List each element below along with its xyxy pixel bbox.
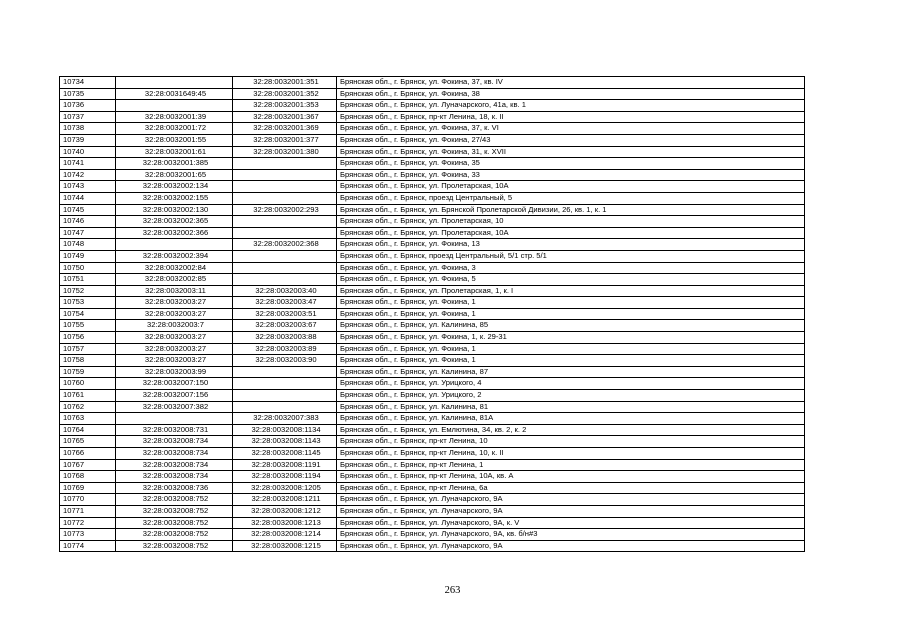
row-number-cell: 10746 [60,216,116,228]
cadastral-number-cell: 32:28:0032003:99 [116,366,233,378]
address-cell: Брянская обл., г. Брянск, проезд Центральный, 5 [337,192,805,204]
table-row [60,297,805,309]
cadastral-number-cell: 32:28:0032002:134 [116,181,233,193]
cadastral-number-cell [116,413,233,425]
object-cadastral-number-cell [233,378,337,390]
table-row [60,320,805,332]
address-cell: Брянская обл., г. Брянск, ул. Урицкого, 4 [337,378,805,390]
cadastral-number-cell: 32:28:0032001:55 [116,134,233,146]
address-cell: Брянская обл., г. Брянск, проезд Центральный, 5/1 стр. 5/1 [337,250,805,262]
object-cadastral-number-cell: 32:28:0032003:88 [233,332,337,344]
object-cadastral-number-cell [233,401,337,413]
object-cadastral-number-cell: 32:28:0032008:1211 [233,494,337,506]
row-number-cell: 10734 [60,77,116,89]
object-cadastral-number-cell: 32:28:0032003:40 [233,285,337,297]
cadastral-number-cell: 32:28:0032002:130 [116,204,233,216]
cadastral-number-cell: 32:28:0032001:385 [116,158,233,170]
table-row [60,529,805,541]
object-cadastral-number-cell [233,216,337,228]
row-number-cell: 10761 [60,390,116,402]
address-cell: Брянская обл., г. Брянск, пр-кт Ленина, 1 [337,459,805,471]
row-number-cell: 10764 [60,424,116,436]
table-row [60,436,805,448]
row-number-cell: 10743 [60,181,116,193]
page-number: 263 [444,585,461,596]
cadastral-number-cell: 32:28:0032001:65 [116,169,233,181]
cadastral-number-cell: 32:28:0032003:27 [116,297,233,309]
address-cell: Брянская обл., г. Брянск, ул. Фокина, 38 [337,88,805,100]
table-row [60,123,805,135]
row-number-cell: 10740 [60,146,116,158]
row-number-cell: 10749 [60,250,116,262]
cadastral-number-cell: 32:28:0032008:752 [116,529,233,541]
table-row [60,332,805,344]
registry-table-body [60,77,805,552]
object-cadastral-number-cell: 32:28:0032008:1213 [233,517,337,529]
address-cell: Брянская обл., г. Брянск, ул. Пролетарская, 1, к. I [337,285,805,297]
row-number-cell: 10768 [60,471,116,483]
row-number-cell: 10755 [60,320,116,332]
address-cell: Брянская обл., г. Брянск, ул. Фокина, 37, кв. IV [337,77,805,89]
table-row [60,471,805,483]
row-number-cell: 10742 [60,169,116,181]
cadastral-number-cell: 32:28:0032002:85 [116,274,233,286]
address-cell: Брянская обл., г. Брянск, пр-кт Ленина, 10, к. II [337,448,805,460]
cadastral-number-cell: 32:28:0032008:734 [116,448,233,460]
cadastral-number-cell: 32:28:0032001:61 [116,146,233,158]
table-row [60,459,805,471]
cadastral-number-cell: 32:28:0032003:27 [116,308,233,320]
address-cell: Брянская обл., г. Брянск, ул. Емлютина, 34, кв. 2, к. 2 [337,424,805,436]
address-cell: Брянская обл., г. Брянск, ул. Калинина, 81А [337,413,805,425]
address-cell: Брянская обл., г. Брянск, ул. Фокина, 5 [337,274,805,286]
object-cadastral-number-cell: 32:28:0032003:47 [233,297,337,309]
object-cadastral-number-cell [233,366,337,378]
object-cadastral-number-cell: 32:28:0032008:1212 [233,505,337,517]
table-row [60,169,805,181]
row-number-cell: 10758 [60,355,116,367]
row-number-cell: 10763 [60,413,116,425]
cadastral-number-cell [116,239,233,251]
object-cadastral-number-cell: 32:28:0032008:1214 [233,529,337,541]
row-number-cell: 10745 [60,204,116,216]
object-cadastral-number-cell: 32:28:0032002:368 [233,239,337,251]
address-cell: Брянская обл., г. Брянск, ул. Луначарского, 9А, к. V [337,517,805,529]
table-row [60,505,805,517]
object-cadastral-number-cell: 32:28:0032008:1143 [233,436,337,448]
cadastral-number-cell: 32:28:0032008:752 [116,540,233,552]
object-cadastral-number-cell: 32:28:0032003:67 [233,320,337,332]
address-cell: Брянская обл., г. Брянск, ул. Фокина, 13 [337,239,805,251]
cadastral-number-cell: 32:28:0032008:736 [116,482,233,494]
address-cell: Брянская обл., г. Брянск, ул. Фокина, 1 [337,355,805,367]
object-cadastral-number-cell: 32:28:0032001:380 [233,146,337,158]
table-row [60,181,805,193]
object-cadastral-number-cell: 32:28:0032002:293 [233,204,337,216]
address-cell: Брянская обл., г. Брянск, пр-кт Ленина, 10 [337,436,805,448]
object-cadastral-number-cell: 32:28:0032001:351 [233,77,337,89]
object-cadastral-number-cell: 32:28:0032003:90 [233,355,337,367]
object-cadastral-number-cell: 32:28:0032008:1191 [233,459,337,471]
table-row [60,366,805,378]
address-cell: Брянская обл., г. Брянск, ул. Брянской Пролетарской Дивизии, 26, кв. 1, к. 1 [337,204,805,216]
address-cell: Брянская обл., г. Брянск, ул. Фокина, 31, к. XVII [337,146,805,158]
row-number-cell: 10759 [60,366,116,378]
table-row [60,401,805,413]
row-number-cell: 10752 [60,285,116,297]
table-row [60,494,805,506]
object-cadastral-number-cell: 32:28:0032008:1215 [233,540,337,552]
object-cadastral-number-cell: 32:28:0032007:383 [233,413,337,425]
cadastral-number-cell: 32:28:0032002:366 [116,227,233,239]
address-cell: Брянская обл., г. Брянск, ул. Пролетарская, 10А [337,227,805,239]
row-number-cell: 10774 [60,540,116,552]
row-number-cell: 10736 [60,100,116,112]
address-cell: Брянская обл., г. Брянск, ул. Фокина, 1 [337,297,805,309]
table-row [60,355,805,367]
row-number-cell: 10754 [60,308,116,320]
object-cadastral-number-cell [233,274,337,286]
cadastral-number-cell: 32:28:0032008:734 [116,436,233,448]
cadastral-number-cell: 32:28:0032003:7 [116,320,233,332]
table-row [60,88,805,100]
cadastral-number-cell: 32:28:0032007:156 [116,390,233,402]
row-number-cell: 10766 [60,448,116,460]
cadastral-number-cell: 32:28:0032003:27 [116,355,233,367]
object-cadastral-number-cell: 32:28:0032001:369 [233,123,337,135]
cadastral-number-cell [116,100,233,112]
cadastral-number-cell: 32:28:0032002:365 [116,216,233,228]
row-number-cell: 10735 [60,88,116,100]
row-number-cell: 10747 [60,227,116,239]
object-cadastral-number-cell: 32:28:0032001:353 [233,100,337,112]
row-number-cell: 10760 [60,378,116,390]
object-cadastral-number-cell: 32:28:0032008:1194 [233,471,337,483]
object-cadastral-number-cell: 32:28:0032008:1205 [233,482,337,494]
row-number-cell: 10765 [60,436,116,448]
object-cadastral-number-cell [233,390,337,402]
address-cell: Брянская обл., г. Брянск, пр-кт Ленина, 10А, кв. А [337,471,805,483]
row-number-cell: 10753 [60,297,116,309]
cadastral-number-cell: 32:28:0032003:27 [116,332,233,344]
address-cell: Брянская обл., г. Брянск, ул. Пролетарская, 10А [337,181,805,193]
table-row [60,192,805,204]
cadastral-number-cell: 32:28:0032003:27 [116,343,233,355]
row-number-cell: 10737 [60,111,116,123]
address-cell: Брянская обл., г. Брянск, ул. Фокина, 3 [337,262,805,274]
object-cadastral-number-cell [233,169,337,181]
address-cell: Брянская обл., г. Брянск, ул. Фокина, 1, к. 29-31 [337,332,805,344]
table-row [60,343,805,355]
object-cadastral-number-cell [233,181,337,193]
cadastral-number-cell: 32:28:0032008:752 [116,494,233,506]
cadastral-number-cell: 32:28:0032002:155 [116,192,233,204]
cadastral-number-cell: 32:28:0032007:150 [116,378,233,390]
address-cell: Брянская обл., г. Брянск, ул. Калинина, 81 [337,401,805,413]
table-row [60,227,805,239]
table-row [60,134,805,146]
address-cell: Брянская обл., г. Брянск, ул. Пролетарская, 10 [337,216,805,228]
address-cell: Брянская обл., г. Брянск, ул. Калинина, 87 [337,366,805,378]
address-cell: Брянская обл., г. Брянск, ул. Калинина, 85 [337,320,805,332]
row-number-cell: 10762 [60,401,116,413]
cadastral-number-cell: 32:28:0032007:382 [116,401,233,413]
table-row [60,448,805,460]
table-row [60,111,805,123]
table-row [60,239,805,251]
address-cell: Брянская обл., г. Брянск, ул. Луначарского, 41а, кв. 1 [337,100,805,112]
row-number-cell: 10757 [60,343,116,355]
table-row [60,216,805,228]
row-number-cell: 10772 [60,517,116,529]
table-row [60,308,805,320]
table-row [60,540,805,552]
object-cadastral-number-cell: 32:28:0032003:51 [233,308,337,320]
row-number-cell: 10751 [60,274,116,286]
address-cell: Брянская обл., г. Брянск, ул. Луначарского, 9А, кв. б/н#3 [337,529,805,541]
row-number-cell: 10770 [60,494,116,506]
address-cell: Брянская обл., г. Брянск, ул. Фокина, 37, к. VI [337,123,805,135]
object-cadastral-number-cell: 32:28:0032001:377 [233,134,337,146]
table-row [60,482,805,494]
table-row [60,158,805,170]
table-row [60,424,805,436]
table-row [60,100,805,112]
address-cell: Брянская обл., г. Брянск, ул. Луначарского, 9А [337,540,805,552]
cadastral-number-cell: 32:28:0032001:39 [116,111,233,123]
row-number-cell: 10771 [60,505,116,517]
cadastral-number-cell [116,77,233,89]
address-cell: Брянская обл., г. Брянск, ул. Фокина, 1 [337,343,805,355]
cadastral-number-cell: 32:28:0032008:734 [116,459,233,471]
cadastral-number-cell: 32:28:0032001:72 [116,123,233,135]
address-cell: Брянская обл., г. Брянск, пр-кт Ленина, 6а [337,482,805,494]
table-row [60,77,805,89]
registry-table [59,76,805,552]
object-cadastral-number-cell [233,192,337,204]
object-cadastral-number-cell: 32:28:0032008:1145 [233,448,337,460]
cadastral-number-cell: 32:28:0032008:731 [116,424,233,436]
object-cadastral-number-cell: 32:28:0032001:367 [233,111,337,123]
address-cell: Брянская обл., г. Брянск, ул. Луначарского, 9А [337,494,805,506]
object-cadastral-number-cell [233,250,337,262]
table-row [60,250,805,262]
cadastral-number-cell: 32:28:0032003:11 [116,285,233,297]
address-cell: Брянская обл., г. Брянск, ул. Фокина, 1 [337,308,805,320]
table-row [60,146,805,158]
row-number-cell: 10748 [60,239,116,251]
row-number-cell: 10767 [60,459,116,471]
cadastral-number-cell: 32:28:0032002:84 [116,262,233,274]
address-cell: Брянская обл., г. Брянск, ул. Фокина, 27/43 [337,134,805,146]
object-cadastral-number-cell [233,262,337,274]
table-row [60,378,805,390]
object-cadastral-number-cell [233,158,337,170]
cadastral-number-cell: 32:28:0032008:752 [116,517,233,529]
row-number-cell: 10744 [60,192,116,204]
object-cadastral-number-cell [233,227,337,239]
row-number-cell: 10741 [60,158,116,170]
row-number-cell: 10738 [60,123,116,135]
row-number-cell: 10773 [60,529,116,541]
table-row [60,204,805,216]
address-cell: Брянская обл., г. Брянск, ул. Фокина, 35 [337,158,805,170]
row-number-cell: 10769 [60,482,116,494]
address-cell: Брянская обл., г. Брянск, ул. Фокина, 33 [337,169,805,181]
cadastral-number-cell: 32:28:0032008:752 [116,505,233,517]
table-row [60,285,805,297]
cadastral-number-cell: 32:28:0031649:45 [116,88,233,100]
address-cell: Брянская обл., г. Брянск, ул. Луначарского, 9А [337,505,805,517]
object-cadastral-number-cell: 32:28:0032008:1134 [233,424,337,436]
row-number-cell: 10750 [60,262,116,274]
table-row [60,274,805,286]
table-row [60,262,805,274]
cadastral-number-cell: 32:28:0032002:394 [116,250,233,262]
object-cadastral-number-cell: 32:28:0032001:352 [233,88,337,100]
table-row [60,413,805,425]
address-cell: Брянская обл., г. Брянск, пр-кт Ленина, 18, к. II [337,111,805,123]
table-row [60,517,805,529]
object-cadastral-number-cell: 32:28:0032003:89 [233,343,337,355]
address-cell: Брянская обл., г. Брянск, ул. Урицкого, 2 [337,390,805,402]
row-number-cell: 10739 [60,134,116,146]
cadastral-number-cell: 32:28:0032008:734 [116,471,233,483]
row-number-cell: 10756 [60,332,116,344]
table-row [60,390,805,402]
